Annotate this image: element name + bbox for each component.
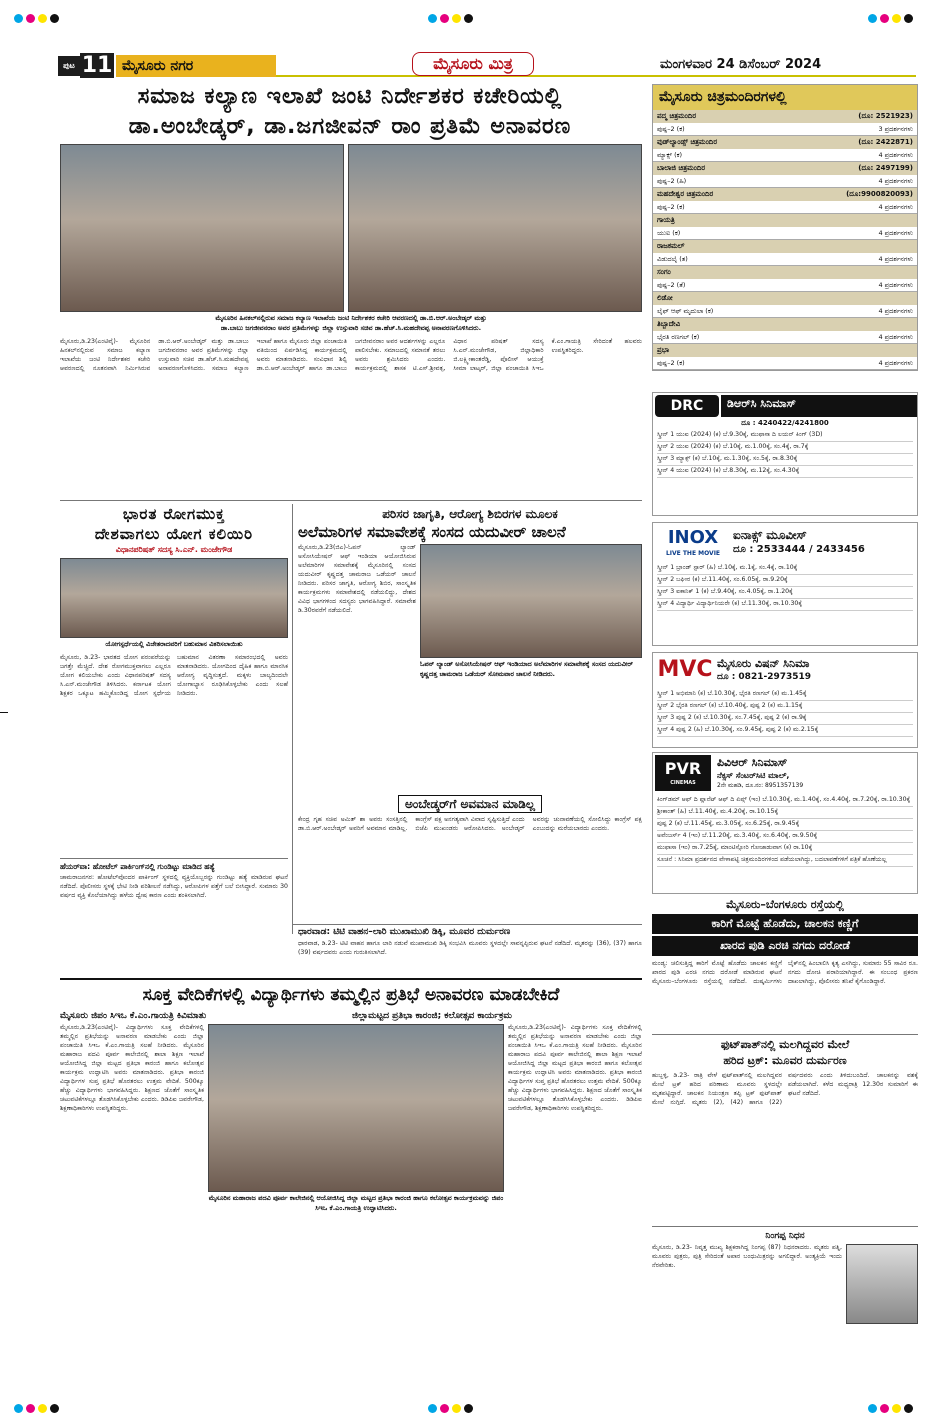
showtime-line: ಪುಷ್ಪ 2 (ಕ) ಬೆ.11.45ಕ್ಕೆ, ಮ.3.05ಕ್ಕೆ, ಸಂ.6.25ಕ್ಕೆ, ರಾ.9.45ಕ್ಕೆ (657, 819, 913, 831)
page-number: 11 (81, 53, 113, 78)
lead-caption-2: ಡಾ.ಬಾಬು ಜಗಜೀವನರಾಂ ಅವರ ಪ್ರತಿಮೆಗಳನ್ನು ಜಿಲ್ಲಾ ಉಸ್ತುವಾರಿ ಸಚಿವ ಡಾ.ಹೆಚ್.ಸಿ.ಮಹದೇವಪ್ಪ ಅನಾವರಣಗೊಳಿಸಿದರು. (220, 324, 482, 332)
theatre-name-row (653, 188, 917, 201)
yaduveer-caption: ಓಪನ್ ಲ್ಯಾಂಡ್ ಅಸೋಸಿಯೇಷನ್ ಆಫ್ ಇಂಡಿಯಾದ ಅಲೆಮಾರಿಗಳ ಸಮಾವೇಶಕ್ಕೆ ಸಂಸದ ಯದುವೀರ್ ಕೃಷ್ಣದತ್ತ ಚಾಮರಾಜ ಒಡೆಯರ್ ಸೋಮವಾರ ಚಾಲನೆ ನೀಡಿದರು. (420, 660, 633, 678)
theatre-name: ಗಾಯತ್ರಿ (657, 215, 675, 224)
show-count: 4 ಪ್ರದರ್ಶನಗಳು (878, 358, 913, 367)
pvr-listing (652, 752, 918, 894)
dharwad-headline: ಟಿಟಿ ವಾಹನ–ಲಾರಿ ಮುಖಾಮುಖಿ ಡಿಕ್ಕಿ, ಮೂವರ ದುರ್ಮರಣ (333, 927, 511, 937)
car-kicker: ಮೈಸೂರು–ಬೆಂಗಳೂರು ರಸ್ತೆಯಲ್ಲಿ (726, 898, 844, 911)
yoga-headline-1: ಭಾರತ ರೋಗಮುಕ್ತ (122, 505, 226, 523)
ambedkar-headline: ಅಂಬೇಡ್ಕರ್‌ಗೆ ಅವಮಾನ ಮಾಡಿಲ್ಲ (398, 795, 542, 813)
movie-row (653, 227, 917, 240)
footpath-headline-1: ಫುಟ್‌ಪಾತ್‌ನಲ್ಲಿ ಮಲಗಿದ್ದವರ ಮೇಲೆ (720, 1038, 850, 1051)
movie-row (653, 305, 917, 318)
movie-title: ಯುಐ (ಕ) (657, 228, 681, 237)
showtime-line: ಶ್ರೀಕಾಂತ್ (ಹಿ) ಬೆ.11.40ಕ್ಕೆ, ಮ.4.20ಕ್ಕೆ, ರಾ.10.15ಕ್ಕೆ (657, 807, 913, 819)
talent-headline: ಸೂಕ್ತ ವೇದಿಕೆಗಳಲ್ಲಿ ವಿದ್ಯಾರ್ಥಿಗಳು ತಮ್ಮಲ್ಲಿನ ಪ್ರತಿಭೆ ಅನಾವರಣ ಮಾಡಬೇಕಿದೆ (142, 985, 560, 1005)
registration-marks-bottom-right (868, 1404, 913, 1413)
show-count: 4 ಪ್ರದರ್ಶನಗಳು (878, 202, 913, 211)
obit-title: ನಿಂಗಪ್ಪ ನಿಧನ (765, 1231, 805, 1241)
lead-headline-1: ಸಮಾಜ ಕಲ್ಯಾಣ ಇಲಾಖೆ ಜಂಟಿ ನಿರ್ದೇಶಕರ ಕಚೇರಿಯಲ್ಲಿ (137, 84, 563, 109)
inox-logo: INOX (667, 526, 719, 548)
mvc-phone: ದೂ : 0821-2973519 (717, 672, 812, 683)
yaduveer-photo (420, 544, 642, 658)
yoga-photo (60, 558, 288, 638)
theatre-name: ಸಂಗಂ (657, 267, 671, 276)
header-rule (276, 75, 916, 77)
theatre-phone: (ದೂ: 2422871) (858, 137, 913, 146)
obit-body: ಮೈಸೂರು, ಡಿ.23- ನಿವೃತ್ತ ಮುಖ್ಯ ಶಿಕ್ಷಕರಾಗಿದ್ದ ನಿಂಗಪ್ಪ (87) ನಿಧನರಾದರು. ಮೃತರು ಪತ್ನಿ, ಮೂವರು ಪುತ್ರರು, ಪುತ್ರಿ ಸೇರಿದಂತೆ ಅಪಾರ ಬಂಧುಮಿತ್ರರನ್ನು ಅಗಲಿದ್ದಾರೆ. ಅಂತ್ಯಕ್ರಿಯೆ ಇಂದು ನೆರವೇರಿತು. (652, 1244, 842, 1269)
showtime-line: ಸ್ಕ್ರೀನ್ 4 ಯುಐ (2024) (ಕ) ಬೆ.8.30ಕ್ಕೆ, ಮ.12ಕ್ಕೆ, ಸಂ.4.30ಕ್ಕೆ (657, 466, 913, 478)
show-count: 4 ಪ್ರದರ್ಶನಗಳು (878, 280, 913, 289)
showtime-line: ಸ್ಕ್ರೀನ್ 1 ಯುಐ (2024) (ಕ) ಬೆ.9.30ಕ್ಕೆ, ಮುಫಾಸಾ ದಿ ಲಯನ್ ಕಿಂಗ್ (3D) (657, 430, 913, 442)
theatre-name-row (653, 214, 917, 227)
talent-body-cont: ಮೈಸೂರು,ಡಿ.23(ಎಂಟಿವೈ)- ವಿದ್ಯಾರ್ಥಿಗಳು ಸೂಕ್ತ ವೇದಿಕೆಗಳಲ್ಲಿ ತಮ್ಮಲ್ಲಿನ ಪ್ರತಿಭೆಯನ್ನು ಅನಾವರಣ ಮಾಡಬೇಕು ಎಂದು ಜಿಲ್ಲಾ ಪಂಚಾಯಿತಿ ಸಿಇಒ ಕೆ.ಎಂ.ಗಾಯತ್ರಿ ಸಲಹೆ ನೀಡಿದರು. ಮೈಸೂರಿನ ಮಹಾರಾಜ ಪದವಿ ಪೂರ್ವ ಕಾಲೇಜಿನಲ್ಲಿ ಶಾಲಾ ಶಿಕ್ಷಣ ಇಲಾಖೆ ಆಯೋಜಿಸಿದ್ದ ಜಿಲ್ಲಾ ಮಟ್ಟದ ಪ್ರತಿಭಾ ಕಾರಂಜಿ ಹಾಗೂ ಕಲೋತ್ಸವ ಕಾರ್ಯಕ್ರಮ ಉದ್ಘಾಟಿಸಿ ಅವರು ಮಾತನಾಡಿದರು. ಪ್ರತಿಭಾ ಕಾರಂಜಿ ವಿದ್ಯಾರ್ಥಿಗಳ ಸುಪ್ತ ಪ್ರತಿಭೆ ಹೊರತರಲು ಉತ್ತಮ ವೇದಿಕೆ. 500ಕ್ಕೂ ಹೆಚ್ಚು ವಿದ್ಯಾರ್ಥಿಗಳು ಭಾಗವಹಿಸಿದ್ದರು. ಶಿಕ್ಷಣದ ಜೊತೆಗೆ ಸಾಂಸ್ಕೃತಿಕ ಚಟುವಟಿಕೆಗಳಲ್ಲೂ ತೊಡಗಿಸಿಕೊಳ್ಳಬೇಕು ಎಂದರು. ಡಿಡಿಪಿಐ ಜವರೇಗೌಡ, ಶಿಕ್ಷಣಾಧಿಕಾರಿಗಳು ಉಪಸ್ಥಿತರಿದ್ದರು. (508, 1024, 642, 1112)
yaduveer-headline: ಅಲೆಮಾರಿಗಳ ಸಮಾವೇಶಕ್ಕೆ ಸಂಸದ ಯದುವೀರ್ ಚಾಲನೆ (298, 523, 566, 541)
yoga-body: ಮೈಸೂರು, ಡಿ.23- ಭಾರತದ ಯೋಗ ಪರಂಪರೆಯನ್ನು ಜಗತ್ತೇ ಮೆಚ್ಚಿದೆ. ದೇಶ ರೋಗಮುಕ್ತವಾಗಲು ಎಲ್ಲರೂ ಯೋಗ ಕಲಿಯಬೇಕು ಎಂದು ವಿಧಾನಪರಿಷತ್ ಸದಸ್ಯ ಸಿ.ಎನ್.ಮಂಜೇಗೌಡ ತಿಳಿಸಿದರು. ಕರ್ನಾಟಕ ಯೋಗ ಶಿಕ್ಷಕರ ಒಕ್ಕೂಟ ಹಮ್ಮಿಕೊಂಡಿದ್ದ ಯೋಗ ಸ್ಪರ್ಧೆಯ ಬಹುಮಾನ ವಿತರಣಾ ಸಮಾರಂಭದಲ್ಲಿ ಅವರು ಮಾತನಾಡಿದರು. ಯೋಗದಿಂದ ದೈಹಿಕ ಹಾಗೂ ಮಾನಸಿಕ ಆರೋಗ್ಯ ವೃದ್ಧಿಸುತ್ತದೆ. ಮಕ್ಕಳು ಬಾಲ್ಯದಿಂದಲೇ ಯೋಗಾಭ್ಯಾಸ ರೂಢಿಸಿಕೊಳ್ಳಬೇಕು ಎಂದು ಸಲಹೆ ನೀಡಿದರು. (60, 654, 288, 697)
drc-phone: ದೂ : 4240422/4241800 (741, 419, 829, 427)
theatre-name-row (653, 318, 917, 331)
issue-date: ಮಂಗಳವಾರ 24 ಡಿಸೆಂಬರ್ 2024 (660, 57, 822, 72)
cinema-title: ಮೈಸೂರು ಚಿತ್ರಮಂದಿರಗಳಲ್ಲಿ (653, 85, 917, 110)
movie-row (653, 331, 917, 344)
show-count: 4 ಪ್ರದರ್ಶನಗಳು (878, 254, 913, 263)
registration-marks-top-center (428, 14, 473, 23)
ambedkar-headline-box (298, 796, 642, 812)
mvc-name: ಮೈಸೂರು ವಿಷನ್ ಸಿನಿಮಾ (717, 656, 810, 670)
yoga-byline: ವಿಧಾನಪರಿಷತ್ ಸದಸ್ಯ ಸಿ.ಎನ್. ಮಂಜೇಗೌಡ (115, 545, 233, 554)
pvr-name: ಪಿವಿಆರ್ ಸಿನಿಮಾಸ್ (717, 756, 788, 770)
movie-title: ಪುಷ್ಪ–2 (ಹಿ) (657, 176, 687, 185)
masthead-logo: ಮೈಸೂರು ಮಿತ್ರ (412, 52, 534, 76)
obit-photo (846, 1244, 918, 1324)
theatre-name-row (653, 136, 917, 149)
movie-title: ಭೈರತಿ ರಣಗಲ್ (ಕ) (657, 332, 700, 341)
theatre-name: ಪದ್ಮ ಚಿತ್ರಮಂದಿರ (657, 111, 697, 120)
mvc-logo: MVC (657, 657, 713, 683)
hotel-body: ಚಾಮರಾಜನಗರ: ಹೋಟೆಲ್‌ವೊಂದರ ಪಾರ್ಕಿಂಗ್ ಸ್ಥಳದಲ್ಲಿ ವ್ಯಕ್ತಿಯೊಬ್ಬರನ್ನು ಗುಂಡಿಟ್ಟು ಹತ್ಯೆ ಮಾಡಿರುವ ಘಟನೆ ನಡೆದಿದೆ. ಪೊಲೀಸರು ಸ್ಥಳಕ್ಕೆ ಭೇಟಿ ನೀಡಿ ಪರಿಶೀಲನೆ ನಡೆಸಿದ್ದು, ಆರೋಪಿಗಳ ಪತ್ತೆಗೆ ಬಲೆ ಬೀಸಿದ್ದಾರೆ. ಸುಮಾರು 30 ವರ್ಷದ ವ್ಯಕ್ತಿ ಕೊಲೆಯಾಗಿದ್ದು ಹಳೆಯ ದ್ವೇಷ ಕಾರಣ ಎಂದು ಶಂಕಿಸಲಾಗಿದೆ. (60, 874, 288, 899)
movie-row (653, 175, 917, 188)
dharwad-body: ಧಾರವಾಡ, ಡಿ.23- ಟಿಟಿ ವಾಹನ ಹಾಗೂ ಲಾರಿ ನಡುವೆ ಮುಖಾಮುಖಿ ಡಿಕ್ಕಿ ಸಂಭವಿಸಿ ಮೂವರು ಸ್ಥಳದಲ್ಲೇ ಸಾವನ್ನಪ್ಪಿರುವ ಘಟನೆ ನಡೆದಿದೆ. ಮೃತರನ್ನು (36), (37) ಹಾಗೂ (39) ವರ್ಷದವರು ಎಂದು ಗುರುತಿಸಲಾಗಿದೆ. (298, 940, 642, 956)
showtime-line: ಅವೆಂಜರ್ಸ್ 4 (ಇಂ) ಬೆ.11.20ಕ್ಕೆ, ಮ.3.40ಕ್ಕೆ, ಸಂ.6.40ಕ್ಕೆ, ರಾ.9.50ಕ್ಕೆ (657, 831, 913, 843)
movie-row (653, 123, 917, 136)
movie-row (653, 279, 917, 292)
movie-title: ಪುಷ್ಪ–2 (ತೆ) (657, 280, 686, 289)
show-count: 4 ಪ್ರದರ್ಶನಗಳು (878, 228, 913, 237)
divider (60, 858, 288, 859)
registration-marks-top (14, 14, 59, 23)
showtime-line: ಸ್ಕ್ರೀನ್ 3 ಐಕಾನಿಕ್ 1 (ಕ) ಬೆ.9.40ಕ್ಕೆ, ಸಂ.4.05ಕ್ಕೆ, ರಾ.1.20ಕ್ಕೆ (657, 587, 913, 599)
lead-body: ಮೈಸೂರು,ಡಿ.23(ಎಂಟಿವೈ)- ಮೈಸೂರಿನ ಹಿನಕಲ್‌ನಲ್ಲಿರುವ ಸಮಾಜ ಕಲ್ಯಾಣ ಇಲಾಖೆಯ ಜಂಟಿ ನಿರ್ದೇಶಕರ ಕಚೇರಿ ಆವರಣದಲ್ಲಿ ನೂತನವಾಗಿ ನಿರ್ಮಿಸಿರುವ ಡಾ.ಬಿ.ಆರ್.ಅಂಬೇಡ್ಕರ್ ಮತ್ತು ಡಾ.ಬಾಬು ಜಗಜೀವನರಾಂ ಅವರ ಪ್ರತಿಮೆಗಳನ್ನು ಜಿಲ್ಲಾ ಉಸ್ತುವಾರಿ ಸಚಿವ ಡಾ.ಹೆಚ್.ಸಿ.ಮಹದೇವಪ್ಪ ಅನಾವರಣಗೊಳಿಸಿದರು. ಸಮಾಜ ಕಲ್ಯಾಣ ಇಲಾಖೆ ಹಾಗೂ ಮೈಸೂರು ಜಿಲ್ಲಾ ಪಂಚಾಯಿತಿ ವತಿಯಿಂದ ಏರ್ಪಡಿಸಿದ್ದ ಕಾರ್ಯಕ್ರಮದಲ್ಲಿ ಅವರು ಮಾತನಾಡಿದರು. ಸಂವಿಧಾನ ಶಿಲ್ಪಿ ಡಾ.ಬಿ.ಆರ್.ಅಂಬೇಡ್ಕರ್ ಹಾಗೂ ಡಾ.ಬಾಬು ಜಗಜೀವನರಾಂ ಅವರ ಆದರ್ಶಗಳನ್ನು ಎಲ್ಲರೂ ಪಾಲಿಸಬೇಕು. ಸಮಾಜದಲ್ಲಿ ಸಮಾನತೆ ತರಲು ಅವರು ಶ್ರಮಿಸಿದರು ಎಂದರು. ಕಾರ್ಯಕ್ರಮದಲ್ಲಿ ಶಾಸಕ ಟಿ.ಎಸ್.ಶ್ರೀವತ್ಸ, ವಿಧಾನ ಪರಿಷತ್ ಸದಸ್ಯ ಸಿ.ಎನ್.ಮಂಜೇಗೌಡ, ಜಿಲ್ಲಾಧಿಕಾರಿ ಜಿ.ಲಕ್ಷ್ಮೀಕಾಂತರೆಡ್ಡಿ, ಪೊಲೀಸ್ ಆಯುಕ್ತೆ ಸೀಮಾ ಲಾಟ್ಕರ್, ಜಿಲ್ಲಾ ಪಂಚಾಯಿತಿ ಸಿಇಒ ಕೆ.ಎಂ.ಗಾಯತ್ರಿ ಸೇರಿದಂತೆ ಹಲವರು ಉಪಸ್ಥಿತರಿದ್ದರು. (60, 338, 642, 372)
page-label: ಪುಟ (58, 56, 80, 76)
registration-marks-top-right (868, 14, 913, 23)
showtime-line: ಸೂಚನೆ : ಸಿನಿಮಾ ಪ್ರದರ್ಶನದ ವೇಳಾಪಟ್ಟಿ ಚಿತ್ರಮಂದಿರಗಳಿಂದ ಪಡೆಯಲಾಗಿದ್ದು, ಬದಲಾವಣೆಗಳಿಗೆ ಪತ್ರಿಕೆ ಹೊಣೆಯಲ್ಲ (657, 855, 913, 867)
talent-body: ಮೈಸೂರು,ಡಿ.23(ಎಂಟಿವೈ)- ವಿದ್ಯಾರ್ಥಿಗಳು ಸೂಕ್ತ ವೇದಿಕೆಗಳಲ್ಲಿ ತಮ್ಮಲ್ಲಿನ ಪ್ರತಿಭೆಯನ್ನು ಅನಾವರಣ ಮಾಡಬೇಕು ಎಂದು ಜಿಲ್ಲಾ ಪಂಚಾಯಿತಿ ಸಿಇಒ ಕೆ.ಎಂ.ಗಾಯತ್ರಿ ಸಲಹೆ ನೀಡಿದರು. ಮೈಸೂರಿನ ಮಹಾರಾಜ ಪದವಿ ಪೂರ್ವ ಕಾಲೇಜಿನಲ್ಲಿ ಶಾಲಾ ಶಿಕ್ಷಣ ಇಲಾಖೆ ಆಯೋಜಿಸಿದ್ದ ಜಿಲ್ಲಾ ಮಟ್ಟದ ಪ್ರತಿಭಾ ಕಾರಂಜಿ ಹಾಗೂ ಕಲೋತ್ಸವ ಕಾರ್ಯಕ್ರಮ ಉದ್ಘಾಟಿಸಿ ಅವರು ಮಾತನಾಡಿದರು. ಪ್ರತಿಭಾ ಕಾರಂಜಿ ವಿದ್ಯಾರ್ಥಿಗಳ ಸುಪ್ತ ಪ್ರತಿಭೆ ಹೊರತರಲು ಉತ್ತಮ ವೇದಿಕೆ. 500ಕ್ಕೂ ಹೆಚ್ಚು ವಿದ್ಯಾರ್ಥಿಗಳು ಭಾಗವಹಿಸಿದ್ದರು. ಶಿಕ್ಷಣದ ಜೊತೆಗೆ ಸಾಂಸ್ಕೃತಿಕ ಚಟುವಟಿಕೆಗಳಲ್ಲೂ ತೊಡಗಿಸಿಕೊಳ್ಳಬೇಕು ಎಂದರು. ಡಿಡಿಪಿಐ ಜವರೇಗೌಡ, ಶಿಕ್ಷಣಾಧಿಕಾರಿಗಳು ಉಪಸ್ಥಿತರಿದ್ದರು. (60, 1024, 204, 1112)
show-count: 3 ಪ್ರದರ್ಶನಗಳು (878, 124, 913, 133)
inox-showtimes (653, 561, 917, 613)
showtime-line: ಸ್ಕ್ರೀನ್ 3 ಪುಷ್ಪ 2 (ಕ) ಬೆ.10.30ಕ್ಕೆ, ಸಂ.7.45ಕ್ಕೆ, ಪುಷ್ಪ 2 (ಕ) ರಾ.9ಕ್ಕೆ (657, 713, 913, 725)
theatre-name-row (653, 240, 917, 253)
theatre-name: ಲಿಡೋ (657, 293, 673, 302)
theatre-phone: (ದೂ:9900820093) (846, 189, 913, 198)
theatre-name: ವುಡ್‌ಲ್ಯಾಂಡ್ಸ್ ಚಿತ್ರಮಂದಿರ (657, 137, 718, 146)
inox-tagline: LIVE THE MOVIE (665, 550, 721, 558)
pvr-showtimes (653, 793, 917, 869)
footpath-headline-2: ಹರಿದ ಟ್ರಕ್: ಮೂವರ ದುರ್ಮರಣ (723, 1054, 847, 1067)
lead-headline-2: ಡಾ.ಅಂಬೇಡ್ಕರ್, ಡಾ.ಜಗಜೀವನ್ ರಾಂ ಪ್ರತಿಮೆ ಅನಾವರಣ (128, 114, 572, 139)
ambedkar-body: ಕೇಂದ್ರ ಗೃಹ ಸಚಿವ ಅಮಿತ್ ಶಾ ಅವರು ಸಂಸತ್ತಿನಲ್ಲಿ ಡಾ.ಬಿ.ಆರ್.ಅಂಬೇಡ್ಕರ್ ಅವರಿಗೆ ಅವಮಾನ ಮಾಡಿಲ್ಲ. ಕಾಂಗ್ರೆಸ್ ಪಕ್ಷ ಅನಗತ್ಯವಾಗಿ ವಿವಾದ ಸೃಷ್ಟಿಸುತ್ತಿದೆ ಎಂದು ಬಿಜೆಪಿ ಮುಖಂಡರು ಆರೋಪಿಸಿದರು. ಅಂಬೇಡ್ಕರ್ ಅವರನ್ನು ಚುನಾವಣೆಯಲ್ಲಿ ಸೋಲಿಸಿದ್ದು ಕಾಂಗ್ರೆಸ್ ಪಕ್ಷ ಎಂಬುದನ್ನು ಮರೆಯಬಾರದು ಎಂದರು. (298, 816, 642, 832)
movie-title: ಲೈಫ್ ಆಫ್ ಮೃದುಲಾ (ಕ) (657, 306, 714, 315)
yaduveer-kicker: ಪರಿಸರ ಜಾಗೃತಿ, ಆರೋಗ್ಯ ಶಿಬಿರಗಳ ಮೂಲಕ (382, 507, 558, 521)
talent-caption: ಮೈಸೂರಿನ ಮಹಾರಾಜ ಪದವಿ ಪೂರ್ವ ಕಾಲೇಜಿನಲ್ಲಿ ಆಯೋಜಿಸಿದ್ದ ಜಿಲ್ಲಾ ಮಟ್ಟದ ಪ್ರತಿಭಾ ಕಾರಂಜಿ ಹಾಗೂ ಕಲೋತ್ಸವ ಕಾರ್ಯಕ್ರಮವನ್ನು ಜಿಪಂ ಸಿಇಒ ಕೆ.ಎಂ.ಗಾಯತ್ರಿ ಉದ್ಘಾಟಿಸಿದರು. (208, 1194, 504, 1212)
movie-title: ಪುಷ್ಪ–2 (ಕ) (657, 358, 685, 367)
showtime-line: ಸ್ಕ್ರೀನ್ 4 ಪುಷ್ಪ 2 (ಹಿ) ಬೆ.10.30ಕ್ಕೆ, ಸಂ.9.45ಕ್ಕೆ, ಪುಷ್ಪ 2 (ಕ) ಮ.2.15ಕ್ಕೆ (657, 725, 913, 737)
movie-row (653, 357, 917, 370)
divider (60, 500, 642, 501)
showtime-line: ಕಿಂಗ್‌ಡಮ್ ಆಫ್ ದಿ ಪ್ಲಾನೆಟ್ ಆಫ್ ದಿ ಏಪ್ಸ್ (ಇಂ) ಬೆ.10.30ಕ್ಕೆ, ಮ.1.40ಕ್ಕೆ, ಸಂ.4.40ಕ್ಕೆ, ರಾ.7.20ಕ್ಕೆ, ರಾ.10.30ಕ್ಕೆ (657, 795, 913, 807)
divider (60, 978, 642, 980)
theatre-name: ತಿಬ್ಬಾದೇವಿ (657, 319, 681, 328)
registration-marks-bottom-center (428, 1404, 473, 1413)
showtime-line: ಸ್ಕ್ರೀನ್ 2 ಭೈರತಿ ರಣಗಲ್ (ಕ) ಬೆ.10.40ಕ್ಕೆ, ಪುಷ್ಪ 2 (ಕ) ಮ.1.15ಕ್ಕೆ (657, 701, 913, 713)
theatre-name: ಬಾಲಾಜಿ ಚಿತ್ರಮಂದಿರ (657, 163, 706, 172)
mvc-listing (652, 652, 918, 748)
dharwad-label: ಧಾರವಾಡ: (298, 927, 331, 937)
fold-mark (0, 712, 8, 713)
lead-photo-right (348, 144, 642, 312)
car-body: ಮಂಡ್ಯ: ಚಲಿಸುತ್ತಿದ್ದ ಕಾರಿಗೆ ಮೊಟ್ಟೆ ಹೊಡೆದು ಚಾಲಕನ ಕಣ್ಣಿಗೆ ಖಾರದ ಪುಡಿ ಎರಚಿ ನಗದು ದರೋಡೆ ಮಾಡಿರುವ ಘಟನೆ ಮೈಸೂರು–ಬೆಂಗಳೂರು ರಸ್ತೆಯಲ್ಲಿ ನಡೆದಿದೆ. ದುಷ್ಕರ್ಮಿಗಳು ಬೈಕ್‌ನಲ್ಲಿ ಹಿಂಬಾಲಿಸಿ ಕೃತ್ಯ ಎಸಗಿದ್ದು, ಸುಮಾರು 55 ಸಾವಿರ ರೂ. ನಗದು ದೋಚಿ ಪರಾರಿಯಾಗಿದ್ದಾರೆ. ಈ ಸಂಬಂಧ ಪ್ರಕರಣ ದಾಖಲಾಗಿದ್ದು, ಪೊಲೀಸರು ತನಿಖೆ ಕೈಗೊಂಡಿದ್ದಾರೆ. (652, 960, 918, 985)
showtime-line: ಸ್ಕ್ರೀನ್ 3 ಮ್ಯಾಕ್ಸ್ (ಕ) ಬೆ.10ಕ್ಕೆ, ಮ.1.30ಕ್ಕೆ, ಸಂ.5ಕ್ಕೆ, ರಾ.8.30ಕ್ಕೆ (657, 454, 913, 466)
movie-title: ಮ್ಯಾಕ್ಸ್ (ಕ) (657, 150, 683, 159)
showtime-line: ಸ್ಕ್ರೀನ್ 2 ಬಘೀರ (ಕ) ಬೆ.11.40ಕ್ಕೆ, ಸಂ.6.05ಕ್ಕೆ, ರಾ.9.20ಕ್ಕೆ (657, 575, 913, 587)
section-name: ಮೈಸೂರು ನಗರ (116, 55, 276, 77)
car-headline-2: ಖಾರದ ಪುಡಿ ಎರಚಿ ನಗದು ದರೋಡೆ (652, 936, 918, 956)
drc-showtimes (653, 428, 917, 480)
theatre-name-row (653, 344, 917, 357)
pvr-logo: PVR (664, 759, 702, 778)
showtime-line: ಸ್ಕ್ರೀನ್ 4 ವಿದ್ಯಾರ್ಥಿ ವಿದ್ಯಾರ್ಥಿನಿಯರೇ (ಕ) ಬೆ.11.30ಕ್ಕೆ, ರಾ.10.30ಕ್ಕೆ (657, 599, 913, 611)
yaduveer-body: ಮೈಸೂರು,ಡಿ.23(ಜಿಎ)-ಓಪನ್ ಲ್ಯಾಂಡ್ ಅಸೋಸಿಯೇಷನ್ ಆಫ್ ಇಂಡಿಯಾ ಆಯೋಜಿಸಿರುವ ಅಲೆಮಾರಿಗಳ ಸಮಾವೇಶಕ್ಕೆ ಮೈಸೂರಿನಲ್ಲಿ ಸಂಸದ ಯದುವೀರ್ ಕೃಷ್ಣದತ್ತ ಚಾಮರಾಜ ಒಡೆಯರ್ ಚಾಲನೆ ನೀಡಿದರು. ಪರಿಸರ ಜಾಗೃತಿ, ಆರೋಗ್ಯ ಶಿಬಿರ, ಸಾಂಸ್ಕೃತಿಕ ಕಾರ್ಯಕ್ರಮಗಳು ಸಮಾವೇಶದಲ್ಲಿ ನಡೆಯಲಿದ್ದು, ದೇಶದ ವಿವಿಧ ಭಾಗಗಳಿಂದ ಸದಸ್ಯರು ಭಾಗವಹಿಸಿದ್ದಾರೆ. ಸಮಾವೇಶ ಡಿ.30ರವರೆಗೆ ನಡೆಯಲಿದೆ. (298, 544, 416, 614)
inox-name: ಐನಾಕ್ಸ್ ಮೂವೀಸ್ (733, 528, 807, 543)
car-headline-1: ಕಾರಿಗೆ ಮೊಟ್ಟೆ ಹೊಡೆದು, ಚಾಲಕನ ಕಣ್ಣಿಗೆ (652, 914, 918, 934)
pvr-logo-sub: CINEMAS (670, 779, 696, 786)
theatre-list (653, 110, 917, 370)
inox-logo-box (653, 526, 733, 558)
mvc-showtimes (653, 687, 917, 739)
talent-photo (208, 1024, 504, 1192)
show-count: 4 ಪ್ರದರ್ಶನಗಳು (878, 332, 913, 341)
inox-phone: ದೂ : 2533444 / 2433456 (733, 544, 865, 556)
show-count: 4 ಪ್ರದರ್ಶನಗಳು (878, 306, 913, 315)
hotel-headline: ಹೆಯರ್‌ವಾ: ಹೋಟೆಲ್ ಪಾರ್ಕಿಂಗ್‌ನಲ್ಲಿ ಗುಂಡಿಟ್ಟು ಮಾಡಿದ ಹತ್ಯೆ (60, 862, 215, 871)
show-count: 4 ಪ್ರದರ್ಶನಗಳು (878, 150, 913, 159)
movie-title: ವಿಡುದಲೈ (ತ) (657, 254, 688, 263)
divider (292, 924, 642, 925)
drc-listing (652, 392, 918, 516)
pvr-phone: 2ನೇ ಮಹಡಿ, ದೂ.ನಂ: 8951357139 (717, 781, 804, 789)
pvr-sub: ನೆಕ್ಸಸ್ ಸೆಂಟರ್‌ಸಿಟಿ ಮಾಲ್, (717, 770, 790, 780)
showtime-line: ಸ್ಕ್ರೀನ್ 1 ಅಭಿಮಾನಿ (ಕ) ಬೆ.10.30ಕ್ಕೆ, ಭೈರತಿ ರಣಗಲ್ (ಕ) ಮ.1.45ಕ್ಕೆ (657, 689, 913, 701)
theatre-name-row (653, 162, 917, 175)
column-divider (292, 504, 293, 934)
divider (652, 1034, 918, 1035)
theatre-name: ಮಹದೇಶ್ವರ ಚಿತ್ರಮಂದಿರ (657, 189, 714, 198)
dharwad-headline-row (298, 926, 642, 938)
footpath-body: ಹುಬ್ಬಳ್ಳಿ, ಡಿ.23- ರಾತ್ರಿ ವೇಳೆ ಫುಟ್‌ಪಾತ್‌ನಲ್ಲಿ ಮಲಗಿದ್ದವರ ಮೇಲೆ ಟ್ರಕ್ ಹರಿದ ಪರಿಣಾಮ ಮೂವರು ಸ್ಥಳದಲ್ಲೇ ಮೃತಪಟ್ಟಿದ್ದಾರೆ. ಚಾಲಕನ ನಿಯಂತ್ರಣ ತಪ್ಪಿ ಟ್ರಕ್ ಫುಟ್‌ಪಾತ್ ಮೇಲೆ ನುಗ್ಗಿದೆ. ಮೃತರು (2), (42) ಹಾಗೂ (22) ವರ್ಷದವರು ಎಂದು ತಿಳಿದುಬಂದಿದೆ. ಚಾಲಕನನ್ನು ವಶಕ್ಕೆ ಪಡೆಯಲಾಗಿದೆ. ಕಳೆದ ಮಧ್ಯರಾತ್ರಿ 12.30ರ ಸುಮಾರಿಗೆ ಈ ಘಟನೆ ನಡೆದಿದೆ. (652, 1072, 918, 1106)
showtime-line: ಸ್ಕ್ರೀನ್ 1 ಬ್ರಾಂಡ್ ಸ್ಟಾರ್ (ಹಿ) ಬೆ.10ಕ್ಕೆ, ಮ.1ಕ್ಕೆ, ಸಂ.4ಕ್ಕೆ, ರಾ.10ಕ್ಕೆ (657, 563, 913, 575)
divider (652, 1226, 918, 1227)
theatre-name-row (653, 266, 917, 279)
theatre-name: ಪ್ರಭಾ (657, 345, 670, 354)
show-count: 4 ಪ್ರದರ್ಶನಗಳು (878, 176, 913, 185)
yoga-caption: ಯೋಗಸ್ಪರ್ಧೆಯಲ್ಲಿ ವಿಜೇತರಾದವರಿಗೆ ಬಹುಮಾನ ವಿತರಿಸಲಾಯಿತು (105, 640, 243, 648)
movie-row (653, 149, 917, 162)
theatre-phone: (ದೂ: 2521923) (858, 111, 913, 120)
theatre-name-row (653, 110, 917, 123)
showtime-line: ಮುಫಾಸಾ (ಇಂ) ರಾ.7.25ಕ್ಕೆ, ಮಾಂಟಿಸ್ಸೋರಿ ಗೋಜಾಡುವಾಗ (ಕ) ರಾ.10ಕ್ಕೆ (657, 843, 913, 855)
movie-title: ಪುಷ್ಪ–2 (ಕ) (657, 124, 685, 133)
cinema-listings (652, 84, 918, 371)
pvr-logo-box (655, 755, 711, 791)
yoga-headline-2: ದೇಶವಾಗಲು ಯೋಗ ಕಲಿಯಿರಿ (94, 525, 254, 543)
registration-marks-bottom (14, 1404, 59, 1413)
lead-caption-1: ಮೈಸೂರಿನ ಹಿನಕಲ್‌ನಲ್ಲಿರುವ ಸಮಾಜ ಕಲ್ಯಾಣ ಇಲಾಖೆಯ ಜಂಟಿ ನಿರ್ದೇಶಕರ ಕಚೇರಿ ಆವರಣದಲ್ಲಿ ಡಾ.ಬಿ.ಆರ್.ಅಂಬೇಡ್ಕರ್ ಮತ್ತು (215, 314, 487, 322)
talent-sub-1: ಮೈಸೂರು ಜಿಪಂ ಸಿಇಒ ಕೆ.ಎಂ.ಗಾಯತ್ರಿ ಕಿವಿಮಾತು (60, 1011, 207, 1021)
talent-sub-2: ಜಿಲ್ಲಾಮಟ್ಟದ ಪ್ರತಿಭಾ ಕಾರಂಜಿ; ಕಲೋತ್ಸವ ಕಾರ್ಯಕ್ರಮ (352, 1011, 512, 1021)
drc-name: ಡಿಆರ್‌ಸಿ ಸಿನಿಮಾಸ್ (721, 395, 917, 417)
theatre-name-row (653, 292, 917, 305)
theatre-name: ರಾಜಕಮಲ್ (657, 241, 685, 250)
movie-title: ಪುಷ್ಪ–2 (ಕ) (657, 202, 685, 211)
drc-logo: DRC (655, 395, 719, 417)
movie-row (653, 253, 917, 266)
lead-photo-left (60, 144, 344, 312)
movie-row (653, 201, 917, 214)
showtime-line: ಸ್ಕ್ರೀನ್ 2 ಯುಐ (2024) (ಕ) ಬೆ.10ಕ್ಕೆ, ಮ.1.00ಕ್ಕೆ, ಸಂ.4ಕ್ಕೆ, ರಾ.7ಕ್ಕೆ (657, 442, 913, 454)
inox-listing (652, 522, 918, 646)
theatre-phone: (ದೂ: 2497199) (858, 163, 913, 172)
